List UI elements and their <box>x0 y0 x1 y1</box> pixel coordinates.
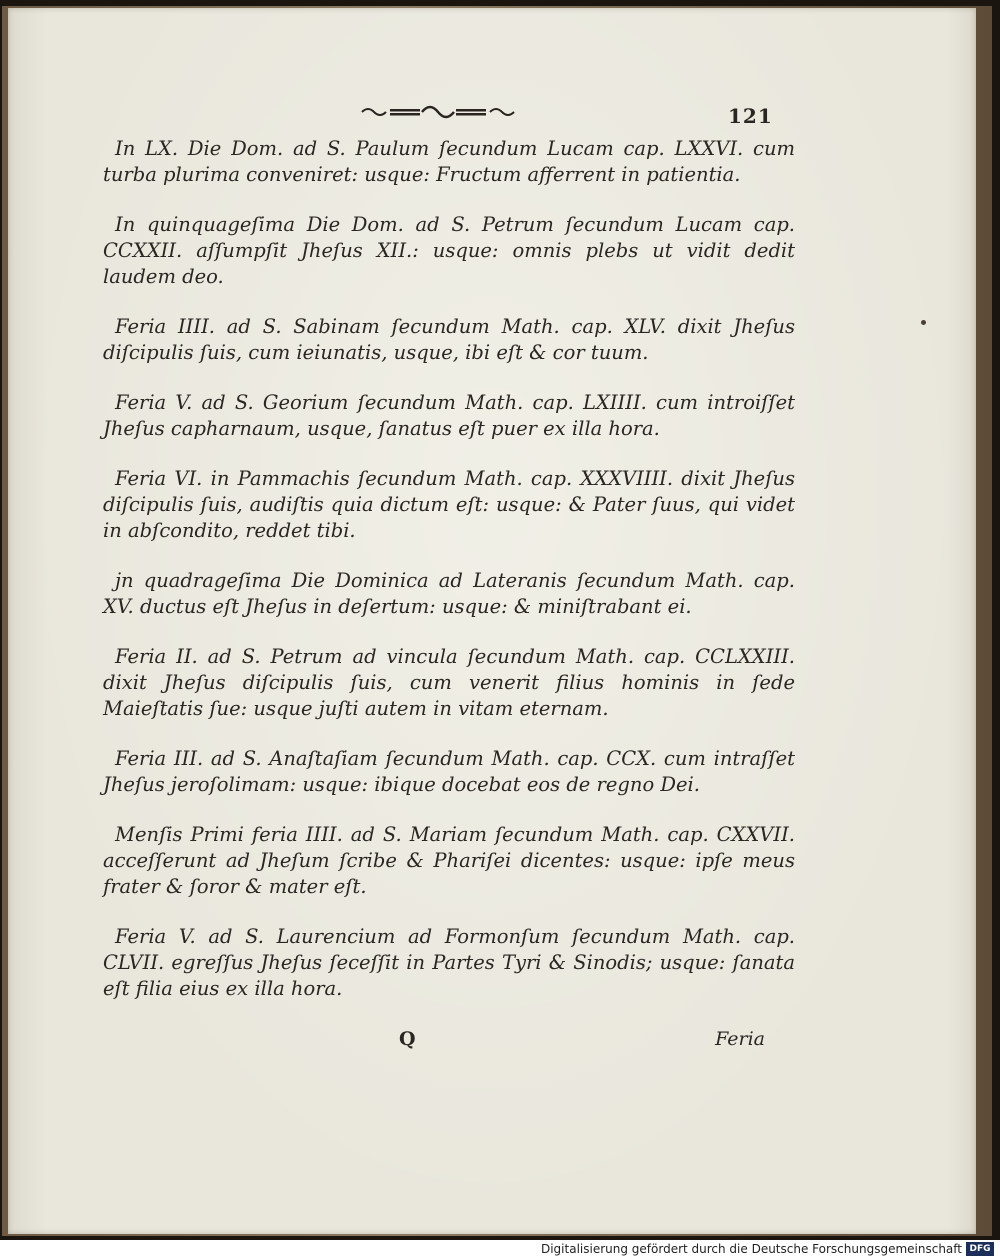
catchword: Feria <box>715 1028 765 1050</box>
signature-mark: Q <box>399 1028 416 1050</box>
entry-3: Feria IIII. ad S. Sabinam ſecundum Math. cap. XLV. dixit Jheſus diſcipulis ſuis, cum ieiunatis, usque, ibi eſt & cor tuum. <box>103 315 795 364</box>
page-foot <box>103 1028 795 1054</box>
ink-spot <box>921 320 926 325</box>
entry-4: Feria V. ad S. Georium ſecundum Math. cap. LXIIII. cum introiſſet Jheſus capharnaum, usque, ſanatus eſt puer ex illa hora. <box>103 391 795 440</box>
entry-5: Feria VI. in Pammachis ſecundum Math. cap. XXXVIIII. dixit Jheſus diſcipulis ſuis, audiſtis quia dictum eſt: usque: & Pater ſuus, qui videt in abſcondito, reddet tibi. <box>103 467 795 542</box>
footer-bar <box>0 1240 1000 1259</box>
page-number: 121 <box>728 104 773 128</box>
footer-credit: Digitalisierung gefördert durch die Deutsche Forschungsgemeinschaft <box>540 1242 962 1256</box>
ornament-icon <box>358 100 518 122</box>
entry-1: In LX. Die Dom. ad S. Paulum ſecundum Lucam cap. LXXVI. cum turba plurima conveniret: usque: Fructum afferrent in patientia. <box>103 137 795 186</box>
entry-9: Menſis Primi feria IIII. ad S. Mariam ſecundum Math. cap. CXXVII. acceſſerunt ad Jheſum ſcribe & Phariſei dicentes: usque: ipſe meus frater & ſoror & mater eſt. <box>103 823 795 898</box>
entry-2: In quinquageſima Die Dom. ad S. Petrum ſecundum Lucam cap. CCXXII. aſſumpſit Jheſus XII.: usque: omnis plebs ut vidit dedit laudem deo. <box>103 213 795 288</box>
text-body <box>103 136 795 1026</box>
entry-8: Feria III. ad S. Anaſtaſiam ſecundum Math. cap. CCX. cum intraſſet Jheſus jeroſolimam: usque: ibique docebat eos de regno Dei. <box>103 747 795 796</box>
entry-6: jn quadrageſima Die Dominica ad Lateranis ſecundum Math. cap. XV. ductus eſt Jheſus in deſertum: usque: & miniſtrabant ei. <box>103 569 795 618</box>
dfg-logo[interactable]: DFG <box>966 1242 994 1256</box>
entry-7: Feria II. ad S. Petrum ad vincula ſecundum Math. cap. CCLXXIII. dixit Jheſus diſcipulis ſuis, cum venerit filius hominis in ſede Maieſtatis ſue: usque juſti autem in vitam eternam. <box>103 645 795 720</box>
entry-10: Feria V. ad S. Laurencium ad Formonſum ſecundum Math. cap. CLVII. egreſſus Jheſus ſeceſſit in Partes Tyri & Sinodis; usque: ſanata eſt filia eius ex illa hora. <box>103 925 795 1000</box>
